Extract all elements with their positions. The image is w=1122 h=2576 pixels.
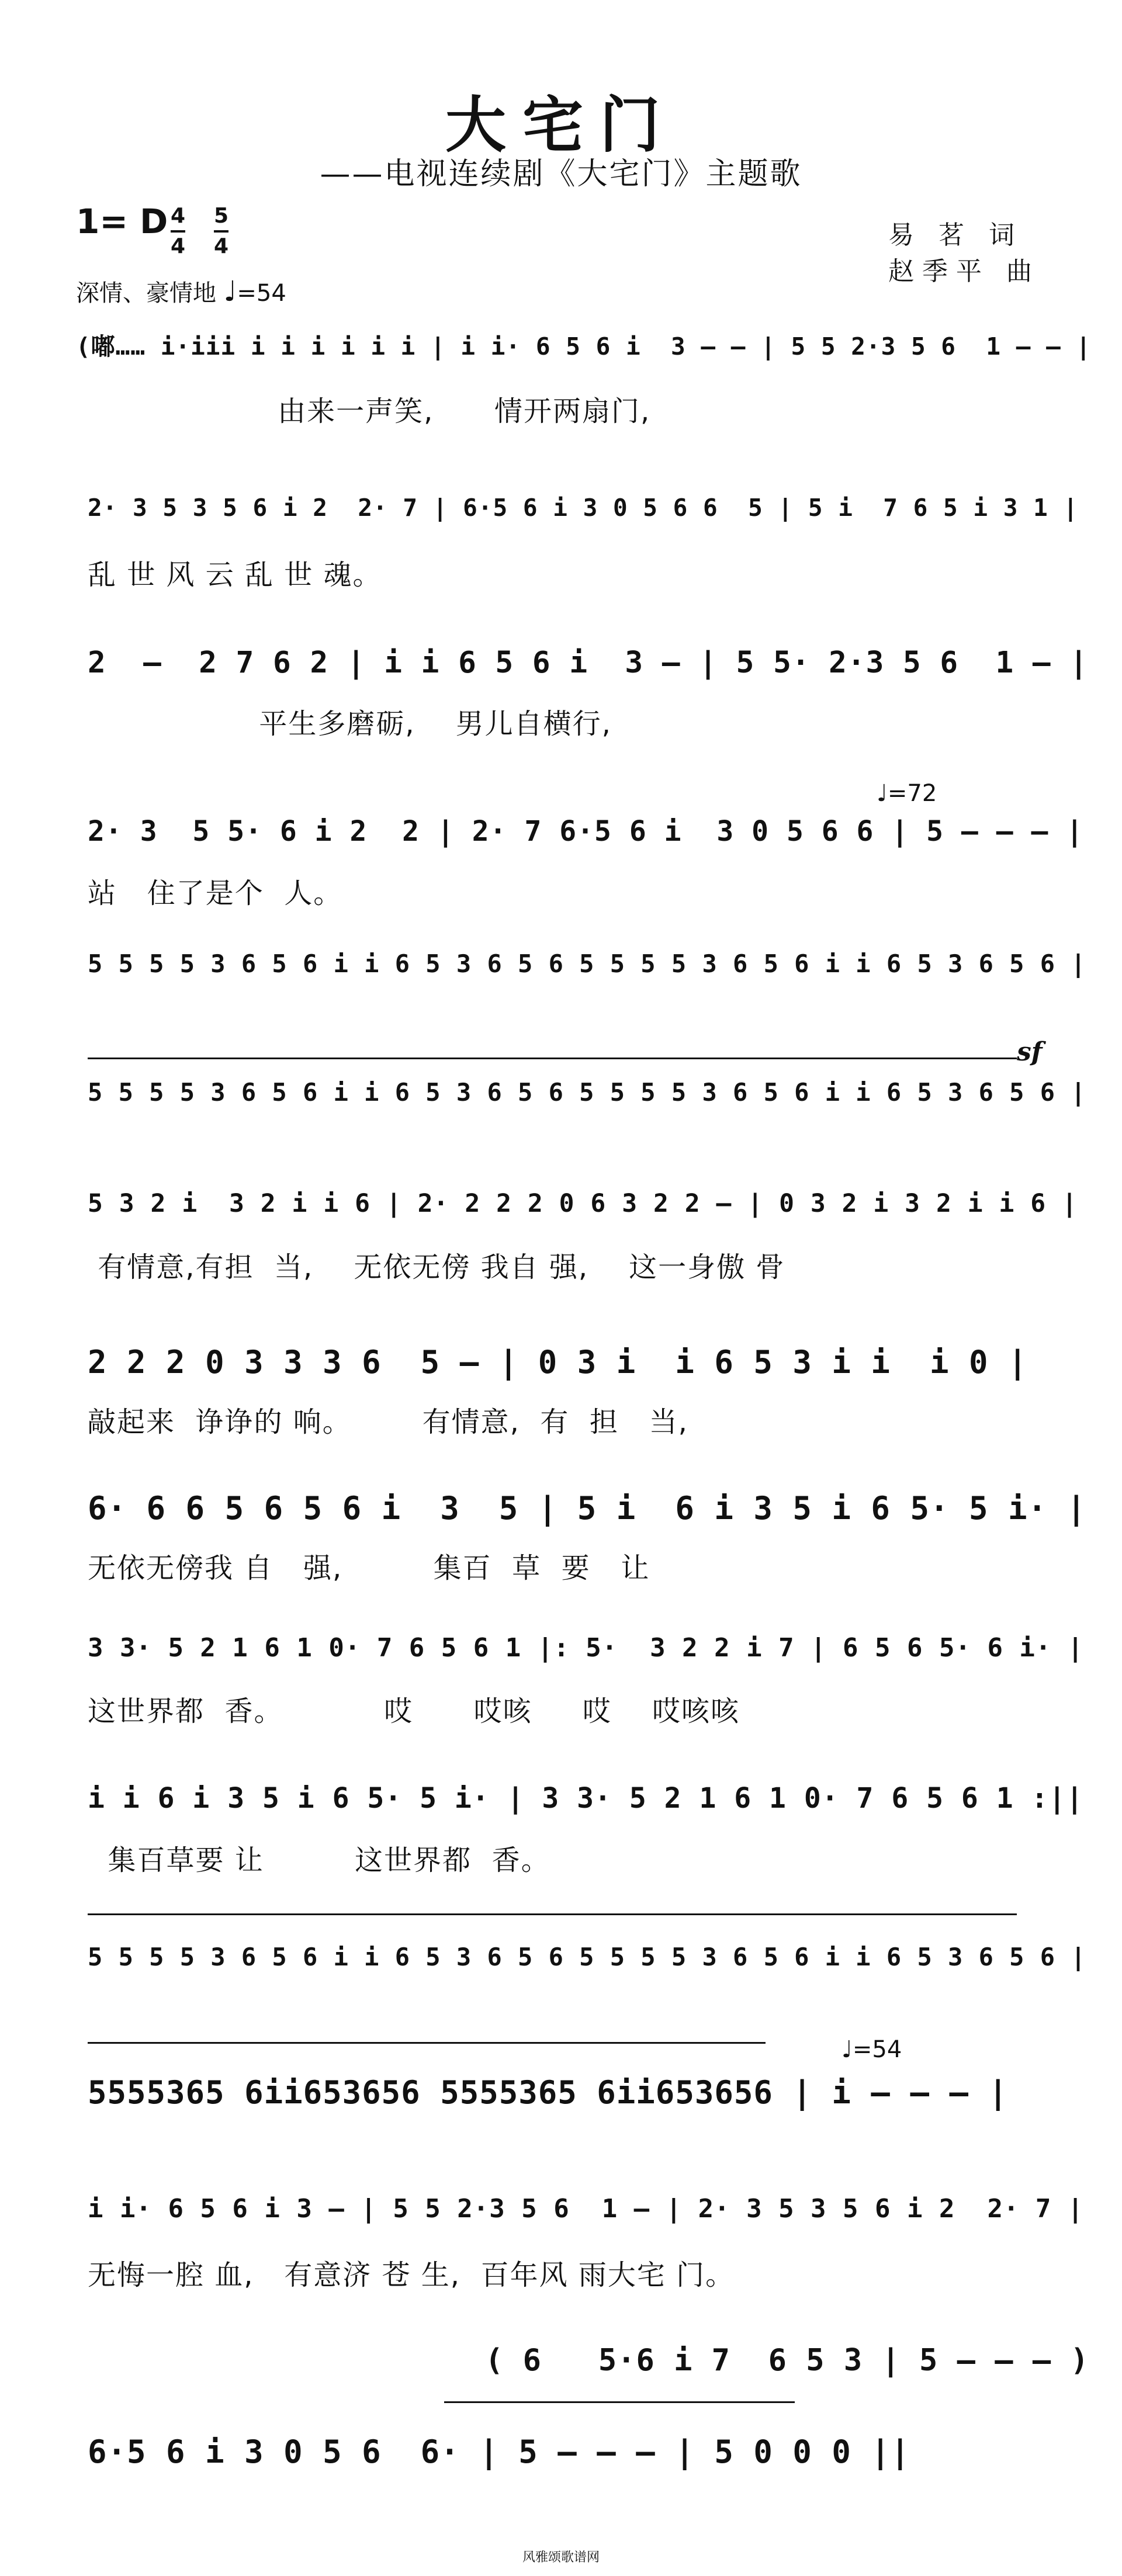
page-title: 大宅门 bbox=[445, 89, 677, 161]
quarter-note-icon: ♩ bbox=[842, 2036, 853, 2063]
score-system-1-lyrics: 由来一声笑, 情开两扇门, bbox=[76, 395, 651, 428]
footer-watermark: 风雅颂歌谱网 bbox=[522, 2550, 600, 2565]
score-system-13-notes: 5555365 6ii653656 5555365 6ii653656 | i — — — | bbox=[88, 2074, 1009, 2111]
meter-four-four bbox=[171, 204, 185, 258]
meter-b-top: 5 bbox=[214, 204, 229, 228]
score-system-14-lyrics: 无悔一腔 血, 有意济 苍 生, 百年风 雨大宅 门。 bbox=[88, 2259, 735, 2291]
tie-line bbox=[88, 2042, 766, 2044]
tempo-72-value: =72 bbox=[887, 780, 937, 807]
score-system-12-notes: 5 5 5 5 3 6 5 6 i i 6 5 3 6 5 6 5 5 5 5 3 6 5 6 i i 6 5 3 6 5 6 | bbox=[88, 1943, 1086, 1971]
score-system-1-notes: (嘟…… i·iii i i i i i i | i i· 6 5 6 i 3 — — | 5 5 2·3 5 6 1 — — | bbox=[76, 332, 1092, 360]
score-system-7-lyrics: 有情意,有担 当, 无依无傍 我自 强, 这一身傲 骨 bbox=[88, 1251, 785, 1284]
tie-line bbox=[88, 1913, 1017, 1915]
meter-b-bottom: 4 bbox=[214, 234, 229, 258]
credits bbox=[888, 217, 1040, 290]
meter-a-top: 4 bbox=[171, 204, 186, 228]
score-system-10-notes: 3 3· 5 2 1 6 1 0· 7 6 5 6 1 |: 5· 3 2 2 i 7 | 6 5 6 5· 6 i· | bbox=[88, 1633, 1084, 1663]
score-system-7-notes: 5 3 2 i 3 2 i i 6 | 2· 2 2 2 0 6 3 2 2 — | 0 3 2 i 3 2 i i 6 | bbox=[88, 1189, 1078, 1218]
score-system-10-lyrics: 这世界都 香。 哎 哎咳 哎 哎咳咳 bbox=[88, 1695, 740, 1728]
score-system-3-lyrics: 平生多磨砺, 男儿自横行, bbox=[88, 708, 612, 740]
score-system-2-notes: 2· 3 5 3 5 6 i 2 2· 7 | 6·5 6 i 3 0 5 6 6 5 | 5 i 7 6 5 i 3 1 | bbox=[88, 494, 1079, 522]
expression-text: 深情、豪情地 bbox=[76, 280, 216, 307]
tempo-change-72 bbox=[877, 780, 937, 807]
key-signature: 1= D bbox=[76, 202, 168, 241]
tempo-change-54 bbox=[842, 2036, 902, 2063]
score-system-3-notes: 2 — 2 7 6 2 | i i 6 5 6 i 3 — | 5 5· 2·3 5 6 1 — | bbox=[88, 646, 1089, 680]
tie-line bbox=[88, 1058, 1017, 1059]
score-system-6-notes: 5 5 5 5 3 6 5 6 i i 6 5 3 6 5 6 5 5 5 5 3 6 5 6 i i 6 5 3 6 5 6 | bbox=[88, 1078, 1086, 1107]
score-system-8-lyrics: 敲起来 诤诤的 响。 有情意, 有 担 当, bbox=[88, 1406, 688, 1438]
score-system-11-notes: i i 6 i 3 5 i 6 5· 5 i· | 3 3· 5 2 1 6 1 0· 7 6 5 6 1 :|| bbox=[88, 1782, 1084, 1815]
score-system-9-lyrics: 无依无傍我 自 强, 集百 草 要 让 bbox=[88, 1552, 650, 1585]
score-system-11-lyrics: 集百草要 让 这世界都 香。 bbox=[88, 1844, 550, 1877]
quarter-note-icon: ♩ bbox=[877, 780, 888, 807]
score-system-4-lyrics: 站 住了是个 人。 bbox=[88, 877, 343, 910]
tie-line bbox=[444, 2401, 795, 2403]
lyricist: 易 茗 词 bbox=[888, 220, 1023, 250]
tempo-marking bbox=[76, 275, 286, 308]
tempo-value: =54 bbox=[237, 280, 286, 307]
quarter-note-icon: ♩ bbox=[223, 275, 237, 308]
score-system-9-notes: 6· 6 6 5 6 5 6 i 3 5 | 5 i 6 i 3 5 i 6 5· 5 i· | bbox=[88, 1490, 1087, 1527]
meter-five-four bbox=[214, 204, 228, 258]
composer: 赵季平 曲 bbox=[888, 256, 1040, 286]
meter-a-bottom: 4 bbox=[171, 234, 186, 258]
score-system-15-notes: 6·5 6 i 3 0 5 6 6· | 5 — — — | 5 0 0 0 || bbox=[88, 2433, 910, 2470]
score-system-5-notes: 5 5 5 5 3 6 5 6 i i 6 5 3 6 5 6 5 5 5 5 3 6 5 6 i i 6 5 3 6 5 6 | bbox=[88, 949, 1086, 978]
sforzando-mark: sf bbox=[1017, 1037, 1043, 1067]
page-subtitle: ——电视连续剧《大宅门》主题歌 bbox=[320, 157, 802, 192]
score-system-8-notes: 2 2 2 0 3 3 3 6 5 — | 0 3 i i 6 5 3 i i i 0 | bbox=[88, 1344, 1028, 1381]
interlude-notes: ( 6 5·6 i 7 6 5 3 | 5 — — — ) bbox=[485, 2343, 1089, 2378]
score-system-4-notes: 2· 3 5 5· 6 i 2 2 | 2· 7 6·5 6 i 3 0 5 6 6 | 5 — — — | bbox=[88, 815, 1084, 848]
score-system-2-lyrics: 乱 世 风 云 乱 世 魂。 bbox=[88, 559, 382, 591]
tempo-54-value: =54 bbox=[852, 2036, 902, 2063]
score-system-14-notes: i i· 6 5 6 i 3 — | 5 5 2·3 5 6 1 — | 2· 3 5 3 5 6 i 2 2· 7 | bbox=[88, 2194, 1084, 2224]
